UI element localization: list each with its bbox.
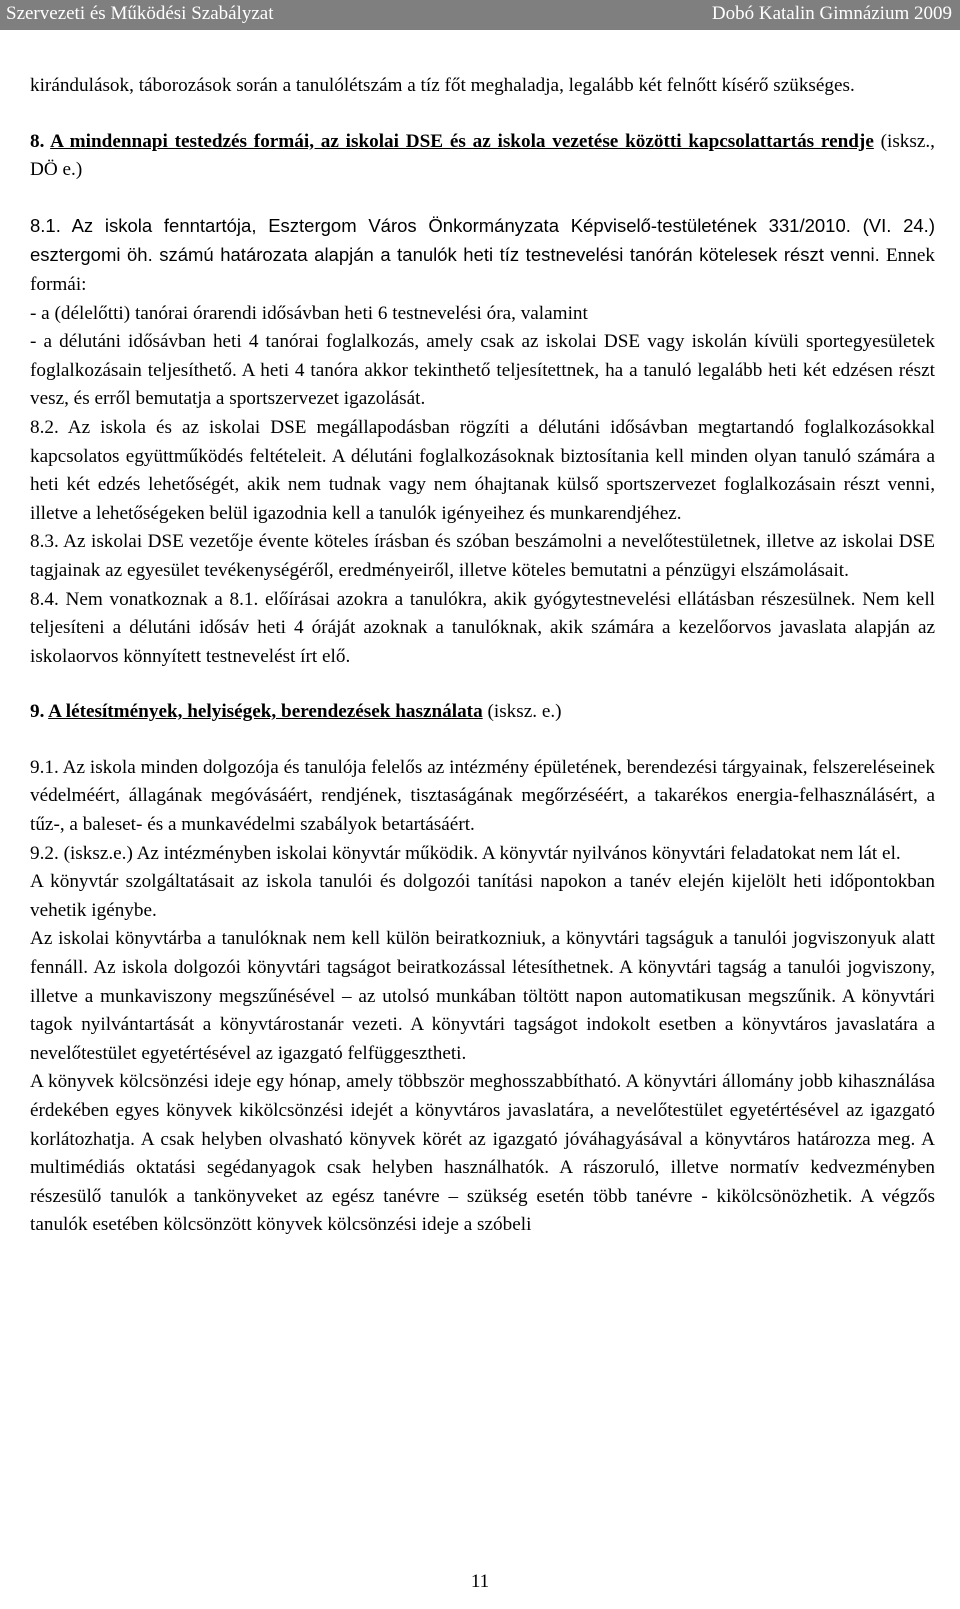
paragraph-8-2: 8.2. Az iskola és az iskolai DSE megállapodásban rögzíti a délutáni idősávban megtartandó foglalkozásokkal kapcsolatos együttműködés feltételeit. A délutáni foglalkozásoknak biztosítania kell minden olyan tanuló számára a heti két edzés lehetőségét, akik nem tudnak vagy nem óhajtanak külső sportszervezet foglalkozásain részt venni, illetve a lehetőségeken belül igazodnia kell a tanulók igényeihez és munkarendjéhez. [30, 416, 935, 524]
page-number: 11 [470, 1571, 490, 1592]
section-8-reference: (isksz., DÖ e.) [30, 130, 935, 181]
paragraph-library-membership: Az iskolai könyvtárba a tanulóknak nem kell külön beiratkozniuk, a könyvtári tagságuk a tanulói jogviszonyuk alatt fennáll. Az iskola dolgozói könyvtári tagságot beiratkozással létesíthetnek. A könyvtári tagság a tanulói jogviszony, illetve a munkaviszony megszűnésével – az utolsó munkában töltött napon automatikusan megszűnik. A könyvtári tagok nyilvántartását a könyvtárostanár vezeti. A könyvtári tagságot indokolt esetben a könyvtáros javaslatára a nevelőtestület egyetértésével az igazgató felfüggesztheti. [30, 928, 935, 1064]
section-9-heading [30, 698, 935, 727]
section-8-title: A mindennapi testedzés formái, az iskolai DSE és az iskola vezetése közötti kapcsolattartás rendje [50, 130, 874, 152]
paragraph-excursions: kirándulások, táborozások során a tanulólétszám a tíz főt meghaladja, legalább két felnőtt kísérő szükséges. [30, 75, 855, 96]
document-body [30, 72, 935, 1240]
paragraph-9-2: 9.2. (isksz.e.) Az intézményben iskolai könyvtár működik. A könyvtár nyilvános könyvtári feladatokat nem lát el. [30, 842, 901, 864]
page-header [0, 0, 960, 30]
paragraph-book-lending: A könyvek kölcsönzési ideje egy hónap, amely többször meghosszabbítható. A könyvtári állomány jobb kihasználása érdekében egyes könyvek kikölcsönzési idejét a könyvtáros javaslatára, a nevelőtestület egyetértésével az igazgató korlátozhatja. A csak helyben olvasható könyvek körét az igazgató jóváhagyásával a könyvtáros határozza meg. A multimédiás oktatási segédanyagok csak helyben használhatók. A rászoruló, illetve normatív kedvezményben részesülő tanulók a tankönyveket az egész tanévre – szükség esetén több tanévre - kikölcsönözhetik. A végzős tanulók esetében kölcsönzött könyvek kölcsönzési ideje a szóbeli [30, 1071, 935, 1236]
paragraph-8-3: 8.3. Az iskolai DSE vezetője évente köteles írásban és szóban beszámolni a nevelőtestületnek, illetve az iskolai DSE tagjainak az egyesület tevékenységéről, eredményeiről, illetve köteles bemutatni a pénzügyi elszámolásait. [30, 531, 935, 581]
paragraph-8-1 [30, 212, 935, 300]
section-9-number: 9. [30, 701, 45, 723]
paragraph-library-services: A könyvtár szolgáltatásait az iskola tanulói és dolgozói tanítási napokon a tanév elején kijelölt heti időpontokban vehetik igénybe. [30, 871, 935, 921]
header-document-title: Szervezeti és Működési Szabályzat [6, 3, 274, 24]
section-9-reference: (isksz. e.) [482, 701, 562, 723]
paragraph-8-4: 8.4. Nem vonatkoznak a 8.1. előírásai azokra a tanulókra, akik gyógytestnevelési ellátásban részesülnek. Nem kell teljesíteni a délutáni idősáv heti 4 óráját azoknak a tanulóknak, akik számára a kezelőorvos javaslata alapján az iskolaorvos könnyített testnevelést írt elő. [30, 588, 935, 667]
section-8-number: 8. [30, 130, 45, 152]
section-8-heading [30, 128, 935, 185]
section-9-title: A létesítmények, helyiségek, berendezések használata [48, 701, 483, 723]
paragraph-8-1-intro: 8.1. Az iskola fenntartója, Esztergom Város Önkormányzata Képviselő-testületének 331/2010. (VI. 24.) esztergomi öh. számú határozata alapján a tanulók heti tíz testnevelési tanórán kötelesek részt venni. [30, 214, 935, 266]
paragraph-9-1: 9.1. Az iskola minden dolgozója és tanulója felelős az intézmény épületének, berendezési tárgyainak, felszereléseinek védelméért, állagának megóvásáért, rendjének, tisztaságának megőrzéséért, a takarékos energia-felhasználásért, a tűz-, a baleset- és a munkavédelmi szabályok betartásáért. [30, 756, 935, 836]
paragraph-8-1-item-2: - a délutáni idősávban heti 4 tanórai foglalkozás, amely csak az iskolai DSE vagy iskolán kívüli sportegyesületek foglalkozásain teljesíthető. A heti 4 tanóra akkor tekinthető teljesítettnek, ha a tanuló legalább heti két edzésen részt vesz, és erről bemutatja a sportszervezet igazolását. [30, 331, 935, 410]
header-institution: Dobó Katalin Gimnázium 2009 [711, 3, 952, 24]
paragraph-8-1-item-1: - a (délelőtti) tanórai órarendi idősávban heti 6 testnevelési óra, valamint [30, 302, 588, 324]
paragraph-8-1-forms: Ennek formái: [30, 245, 935, 295]
